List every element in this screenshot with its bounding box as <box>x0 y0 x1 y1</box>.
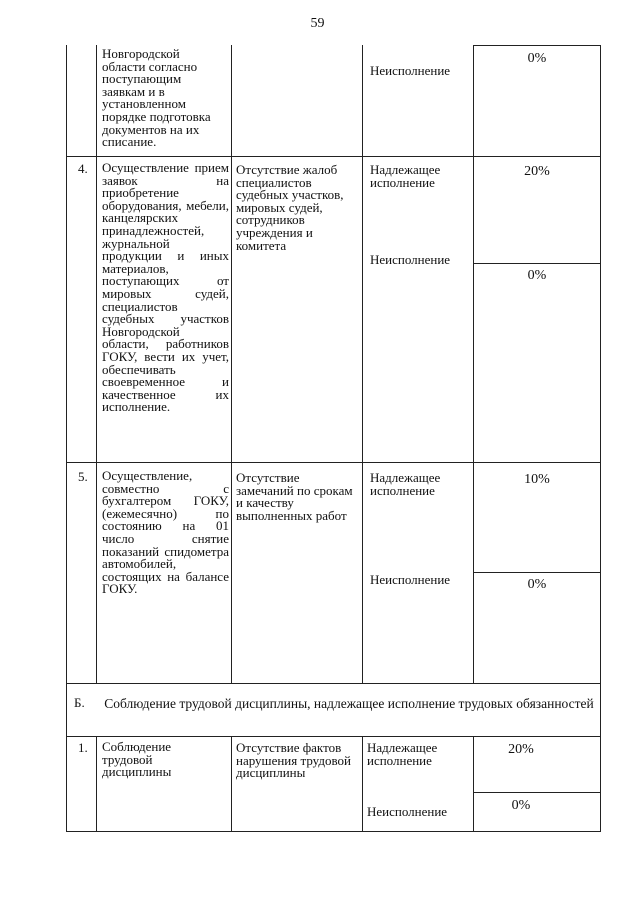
percent-value: 20% <box>524 164 550 179</box>
section-label: Б. <box>74 695 85 710</box>
assessment-label: Надлежащее исполнение <box>370 162 441 190</box>
percent-value: 0% <box>527 577 547 592</box>
section-title: Соблюдение трудовой дисциплины, надлежащее исполнение трудовых обязанностей <box>104 696 594 711</box>
percent-value: 0% <box>527 51 547 66</box>
assessment-label: Неисполнение <box>370 572 451 587</box>
criterion-text: Отсутствие фактов нарушения трудовой дисциплины <box>236 740 351 781</box>
task-description: Осуществление прием заявок на приобретение оборудования, мебели, канцелярских принадлежностей, журнальной продукции и иных материалов, поступающих от мировых судей, специалистов судебных участков Новгородской области, работников ГОКУ, вести их учет, обеспечивать своевременное и качественное их исполнение. <box>102 160 229 415</box>
assessment-label: Надлежащее исполнение <box>370 470 441 498</box>
page-number: 59 <box>310 16 325 31</box>
assessment-label: Неисполнение <box>370 63 451 78</box>
percent-value: 0% <box>527 268 547 283</box>
task-description: Новгородской области согласно поступающим заявкам и в установленном порядке подготовка документов на их списание. <box>102 46 211 150</box>
row-number: 4. <box>78 161 88 176</box>
assessment-label: Неисполнение <box>367 804 448 819</box>
percent-value: 0% <box>511 798 531 813</box>
criterion-text: Отсутствие жалоб специалистов судебных участков, мировых судей, сотрудников учреждения и комитета <box>236 162 344 253</box>
percent-value: 20% <box>508 742 534 757</box>
assessment-label: Неисполнение <box>370 252 451 267</box>
criterion-text: Отсутствие замечаний по срокам и качеству выполненных работ <box>236 470 353 523</box>
task-description: Осуществление, совместно с бухгалтером ГОКУ, (ежемесячно) по состоянию на 01 число снятие показаний спидометра автомобилей, состоящих на балансе ГОКУ. <box>102 468 229 597</box>
row-number: 5. <box>78 469 88 484</box>
percent-value: 10% <box>524 472 550 487</box>
row-number: 1. <box>78 740 88 755</box>
assessment-label: Надлежащее исполнение <box>367 740 438 768</box>
task-description: Соблюдение трудовой дисциплины <box>102 739 172 780</box>
